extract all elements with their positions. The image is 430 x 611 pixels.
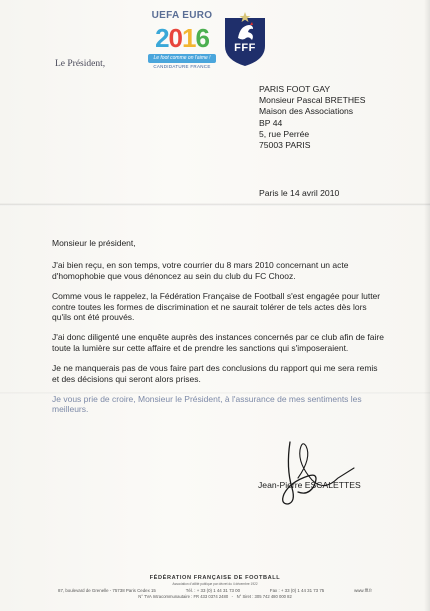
letter-body: [52, 238, 386, 425]
euro-logo-title: UEFA EURO: [151, 10, 213, 21]
euro-logo-year: [144, 23, 220, 53]
euro-year-digit: 6: [195, 23, 209, 53]
letter-date: Paris le 14 avril 2010: [259, 188, 340, 198]
signer-name: Jean-Pierre ESCALETTES: [258, 480, 361, 490]
footer-website: www.fff.fr: [354, 588, 372, 593]
euro-year-digit: 1: [182, 23, 196, 53]
uefa-euro-2016-logo: [142, 10, 222, 72]
address-line: PARIS FOOT GAY: [259, 84, 331, 94]
body-paragraph: Comme vous le rappelez, la Fédération Française de Football s'est engagée pour lutter contre toutes les formes de discrimination et ne saurait tolérer de tels actes dès lors qu'ils ont été prouvés.: [52, 291, 381, 323]
address-line: BP 44: [259, 117, 283, 128]
sender-label: Le Président,: [55, 59, 106, 69]
address-line: 5, rue Perrée: [259, 128, 310, 139]
address-line: 75003 PARIS: [259, 140, 311, 151]
footer-legal-line: N° TVA Intracommunautaire : FR 433 0374 2480 - N° Siret : 305 742 480 000 82: [138, 594, 292, 599]
footer-tel: Tél. : + 33 (0) 1 44 31 73 00: [185, 588, 241, 593]
fff-shield-logo: [222, 12, 268, 68]
body-paragraph: J'ai bien reçu, en son temps, votre courrier du 8 mars 2010 concernant un acte d'homophobie que vous dénoncez au sein du club du FC Chooz.: [52, 260, 349, 281]
fff-shield-icon: [222, 12, 268, 68]
paper-fold: [0, 203, 430, 206]
salutation: Monsieur le président,: [52, 238, 136, 248]
handwritten-signature: [268, 438, 358, 508]
footer-contact-line: [58, 588, 372, 593]
footer-tva: N° TVA Intracommunautaire : FR 433 0374 2480: [138, 594, 229, 599]
euro-logo-slogan: Le foot comme on l'aime !: [148, 54, 216, 63]
address-line: Monsieur Pascal BRETHES: [259, 95, 366, 106]
fff-logo-text: FFF: [234, 42, 256, 54]
footer-fax: Fax : + 33 (0) 1 44 31 73 75: [269, 588, 325, 593]
page-edge-shadow: [424, 0, 430, 611]
footer-subtitle: Association d'utilité publique par décret du 4 décembre 1922: [172, 582, 258, 586]
recipient-address: [259, 84, 366, 151]
address-line: Maison des Associations: [259, 106, 354, 117]
footer-address: 87, boulevard de Grenelle - 75738 Paris Cedex 15: [58, 588, 156, 593]
body-paragraph: Je ne manquerais pas de vous faire part des conclusions du rapport qui me sera remis et des décisions qui seront alors prises.: [52, 363, 378, 384]
footer-title: FÉDÉRATION FRANÇAISE DE FOOTBALL: [149, 575, 281, 581]
body-paragraph: J'ai donc diligenté une enquête auprès des instances concernés par ce club afin de faire toute la lumière sur cette affaire et de prendre les sanctions qui s'imposeraient.: [52, 332, 384, 353]
closing-formula: Je vous prie de croire, Monsieur le Président, à l'assurance de mes sentiments les meilleurs.: [52, 394, 362, 415]
euro-year-digit: 2: [155, 23, 169, 53]
euro-year-digit: 0: [168, 23, 182, 53]
footer-siret: N° Siret : 305 742 480 000 82: [236, 594, 292, 599]
euro-logo-candidature: CANDIDATURE FRANCE: [153, 64, 211, 69]
